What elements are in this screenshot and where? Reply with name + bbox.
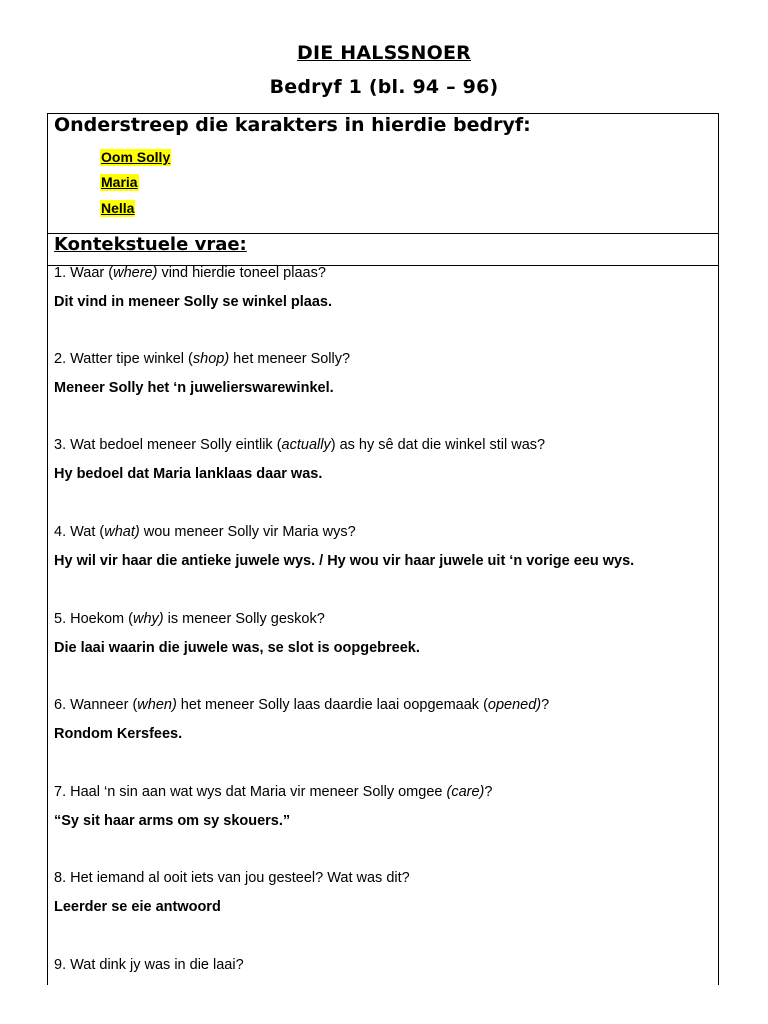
character-maria: Maria (101, 174, 138, 190)
document-subtitle: Bedryf 1 (bl. 94 – 96) (269, 76, 499, 98)
question-3: 3. Wat bedoel meneer Solly eintlik (actually) as hy sê dat die winkel stil was? (54, 437, 546, 453)
document-title: DIE HALSSNOER (297, 42, 471, 64)
question-4: 4. Wat (what) wou meneer Solly vir Maria wys? (54, 524, 356, 540)
answer-3: Hy bedoel dat Maria lanklaas daar was. (54, 466, 323, 482)
question-9: 9. Wat dink jy was in die laai? (54, 957, 244, 973)
question-6: 6. Wanneer (when) het meneer Solly laas daardie laai oopgemaak (opened)? (54, 697, 550, 713)
questions-heading-box (47, 233, 719, 266)
question-7: 7. Haal ‘n sin aan wat wys dat Maria vir meneer Solly omgee (care)? (54, 784, 493, 800)
answer-1: Dit vind in meneer Solly se winkel plaas. (54, 294, 333, 310)
question-1: 1. Waar (where) vind hierdie toneel plaas? (54, 265, 326, 281)
questions-box (47, 265, 719, 985)
question-8: 8. Het iemand al ooit iets van jou gesteel? Wat was dit? (54, 870, 410, 886)
characters-box (47, 113, 719, 234)
answer-7: “Sy sit haar arms om sy skouers.” (54, 813, 291, 829)
questions-heading: Kontekstuele vrae: (54, 234, 247, 255)
character-oom-solly: Oom Solly (101, 149, 171, 165)
question-5: 5. Hoekom (why) is meneer Solly geskok? (54, 611, 325, 627)
answer-5: Die laai waarin die juwele was, se slot is oopgebreek. (54, 640, 420, 656)
characters-heading: Onderstreep die karakters in hierdie bedryf: (54, 114, 531, 136)
question-2: 2. Watter tipe winkel (shop) het meneer Solly? (54, 351, 351, 367)
answer-4: Hy wil vir haar die antieke juwele wys. / Hy wou vir haar juwele uit ‘n vorige eeu wys. (54, 553, 635, 569)
answer-2: Meneer Solly het ‘n juwelierswarewinkel. (54, 380, 334, 396)
answer-8: Leerder se eie antwoord (54, 899, 221, 915)
character-nella: Nella (101, 200, 135, 216)
answer-6: Rondom Kersfees. (54, 726, 183, 742)
